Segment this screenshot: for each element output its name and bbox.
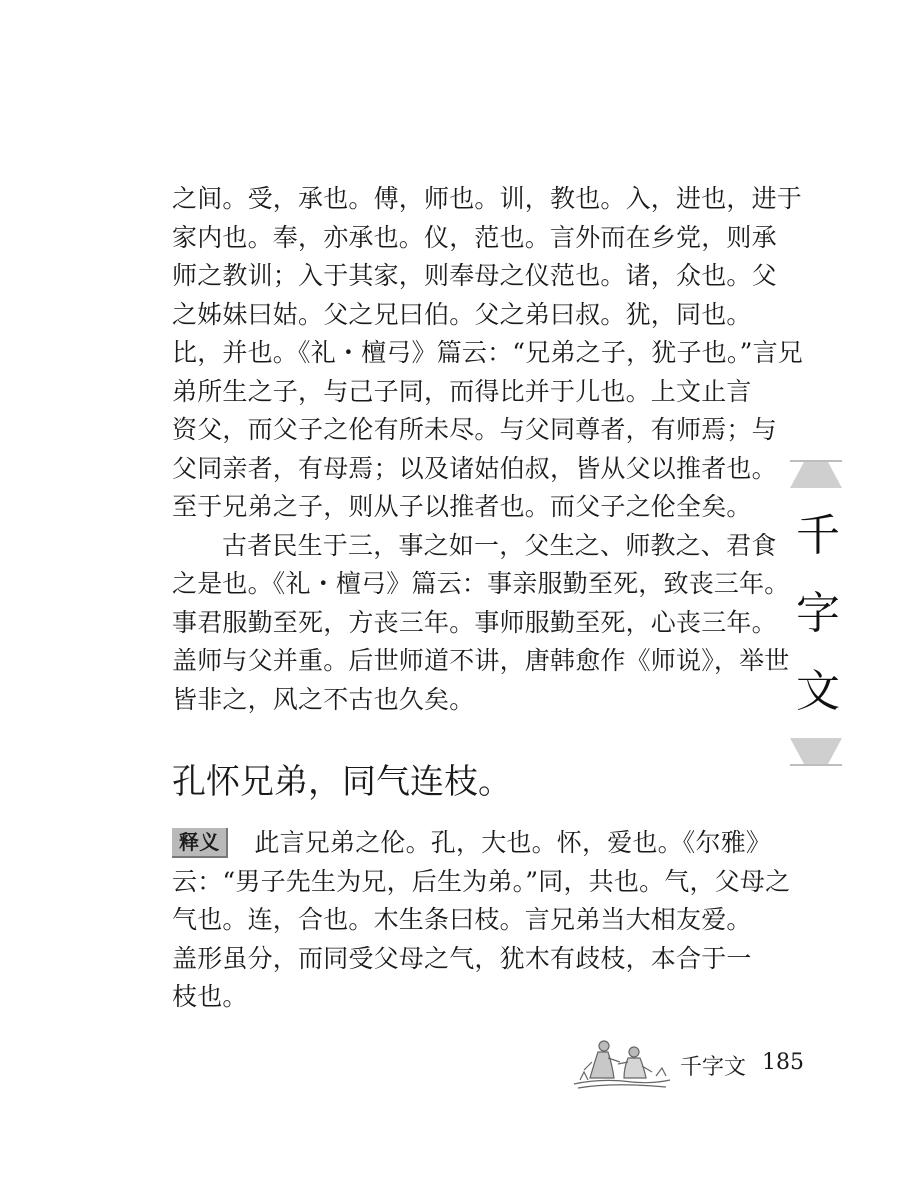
text-line: 皆非之，风之不古也久矣。 xyxy=(172,684,475,714)
side-tab-top-bar xyxy=(790,460,842,488)
chapter-side-tab xyxy=(790,460,842,766)
notch-shape xyxy=(790,738,804,764)
text-line: 比，并也。《礼・檀弓》篇云：“兄弟之子，犹子也。”言兄 xyxy=(172,338,803,367)
text-line: 之是也。《礼・檀弓》篇云：事亲服勤至死，致丧三年。 xyxy=(172,569,790,598)
text-line: 盖师与父并重。后世师道不讲，唐韩愈作《师说》，举世 xyxy=(172,646,790,675)
text-line: 之姊妹曰姑。父之兄曰伯。父之弟曰叔。犹，同也。 xyxy=(172,299,752,329)
side-tab-bottom-bar xyxy=(790,738,842,766)
text-line: 之间。受，承也。傅，师也。训，教也。入，进也，进于 xyxy=(172,184,803,213)
text-line: 云：“男子先生为兄，后生为弟。”同，共也。气，父母之 xyxy=(172,866,791,896)
notch-shape xyxy=(828,738,842,764)
page-number: 185 xyxy=(762,1050,804,1075)
interpretation-block xyxy=(172,824,791,1017)
notch-shape xyxy=(828,462,842,488)
text-line: 资父，而父子之伦有所未尽。与父同尊者，有师焉；与 xyxy=(172,415,777,444)
text-line: 枝也。 xyxy=(172,982,248,1011)
text-line: 事君服勤至死，方丧三年。事师服勤至死，心丧三年。 xyxy=(172,607,777,637)
two-figures-illustration-icon xyxy=(572,1032,672,1092)
text-line: 父同亲者，有母焉；以及诸姑伯叔，皆从父以推者也。 xyxy=(172,453,777,483)
text-line: 弟所生之子，与己子同，而得比并于儿也。上文止言 xyxy=(172,376,752,406)
notch-shape xyxy=(790,462,804,488)
text-line: 古者民生于三，事之如一，父生之、师教之、君食 xyxy=(222,530,777,560)
body-text xyxy=(172,180,803,719)
side-tab-char: 文 xyxy=(796,666,840,717)
text-line: 气也。连，合也。木生条曰枝。言兄弟当大相友爱。 xyxy=(172,905,752,934)
interpretation-label: 释义 xyxy=(172,828,228,858)
text-line: 家内也。奉，亦承也。仪，范也。言外而在乡党，则承 xyxy=(172,222,777,252)
text-line: 师之教训；入于其家，则奉母之仪范也。诸，众也。父 xyxy=(172,261,777,290)
text-line xyxy=(172,824,772,863)
text-line: 盖形虽分，而同受父母之气，犹木有歧枝，本合于一 xyxy=(172,943,752,973)
verse-heading: 孔怀兄弟，同气连枝。 xyxy=(172,762,512,802)
side-tab-char: 字 xyxy=(796,588,840,639)
footer-book-title: 千字文 xyxy=(680,1055,747,1080)
page-footer xyxy=(572,1032,802,1092)
text-line: 至于兄弟之子，则从子以推者也。而父子之伦全矣。 xyxy=(172,492,752,521)
side-tab-char: 千 xyxy=(796,510,840,561)
text-span: 此言兄弟之伦。孔，大也。怀，爱也。《尔雅》 xyxy=(254,828,772,857)
